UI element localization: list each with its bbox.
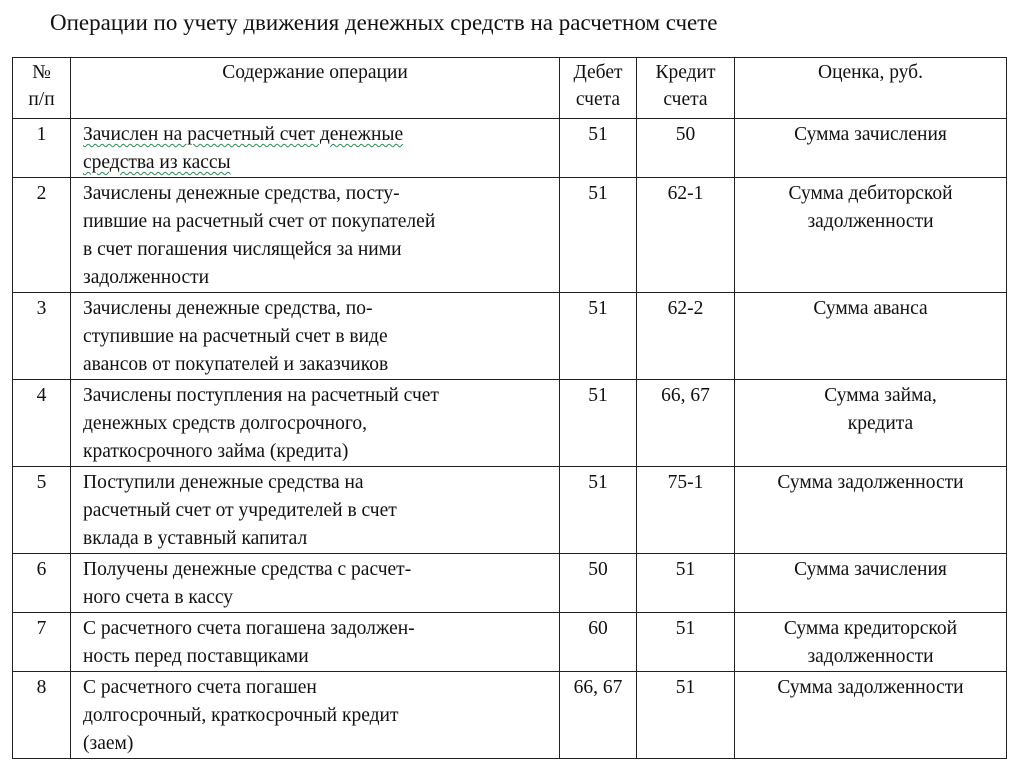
evaluation: Сумма задолженности [735,672,1007,759]
header-content: Содержание операции [71,58,560,119]
row-number: 1 [13,119,71,178]
operations-table-container [12,57,1006,759]
evaluation: Сумма кредиторской задолженности [735,613,1007,672]
operations-table [12,57,1007,759]
row-number: 2 [13,178,71,293]
table-row [13,672,1007,759]
row-number: 7 [13,613,71,672]
operation-content: Зачислены денежные средства, посту- пившие на расчетный счет от покупателей в счет погашения числящейся за ними задолженности [71,178,560,293]
credit-account: 62-2 [637,293,735,380]
debit-account: 51 [560,380,637,467]
operation-content: Зачислен на расчетный счет денежные средства из кассы [71,119,560,178]
table-row [13,293,1007,380]
evaluation: Сумма займа, кредита [735,380,1007,467]
evaluation: Сумма дебиторской задолженности [735,178,1007,293]
debit-account: 51 [560,293,637,380]
table-row [13,178,1007,293]
table-row [13,380,1007,467]
table-row [13,554,1007,613]
credit-account: 51 [637,672,735,759]
operation-content: Зачислены поступления на расчетный счет денежных средств долгосрочного, краткосрочного займа (кредита) [71,380,560,467]
evaluation: Сумма зачисления [735,119,1007,178]
table-row [13,467,1007,554]
operation-content: Получены денежные средства с расчет- ного счета в кассу [71,554,560,613]
header-eval: Оценка, руб. [735,58,1007,119]
row-number: 4 [13,380,71,467]
row-number: 5 [13,467,71,554]
row-number: 6 [13,554,71,613]
evaluation: Сумма задолженности [735,467,1007,554]
operation-content: Зачислены денежные средства, по- ступившие на расчетный счет в виде авансов от покупателей и заказчиков [71,293,560,380]
table-row [13,119,1007,178]
page-title: Операции по учету движения денежных средств на расчетном счете [50,10,718,35]
table-row [13,613,1007,672]
operation-content: Поступили денежные средства на расчетный счет от учредителей в счет вклада в уставный капитал [71,467,560,554]
row-number: 3 [13,293,71,380]
operation-content: С расчетного счета погашен долгосрочный, краткосрочный кредит (заем) [71,672,560,759]
credit-account: 62-1 [637,178,735,293]
credit-account: 66, 67 [637,380,735,467]
evaluation: Сумма зачисления [735,554,1007,613]
credit-account: 51 [637,613,735,672]
table-header-row [13,58,1007,119]
header-debit: Дебет счета [560,58,637,119]
credit-account: 75-1 [637,467,735,554]
operation-content: С расчетного счета погашена задолжен- ность перед поставщиками [71,613,560,672]
debit-account: 50 [560,554,637,613]
debit-account: 66, 67 [560,672,637,759]
debit-account: 60 [560,613,637,672]
debit-account: 51 [560,119,637,178]
header-credit: Кредит счета [637,58,735,119]
debit-account: 51 [560,467,637,554]
debit-account: 51 [560,178,637,293]
evaluation: Сумма аванса [735,293,1007,380]
credit-account: 51 [637,554,735,613]
credit-account: 50 [637,119,735,178]
header-num: № п/п [13,58,71,119]
row-number: 8 [13,672,71,759]
